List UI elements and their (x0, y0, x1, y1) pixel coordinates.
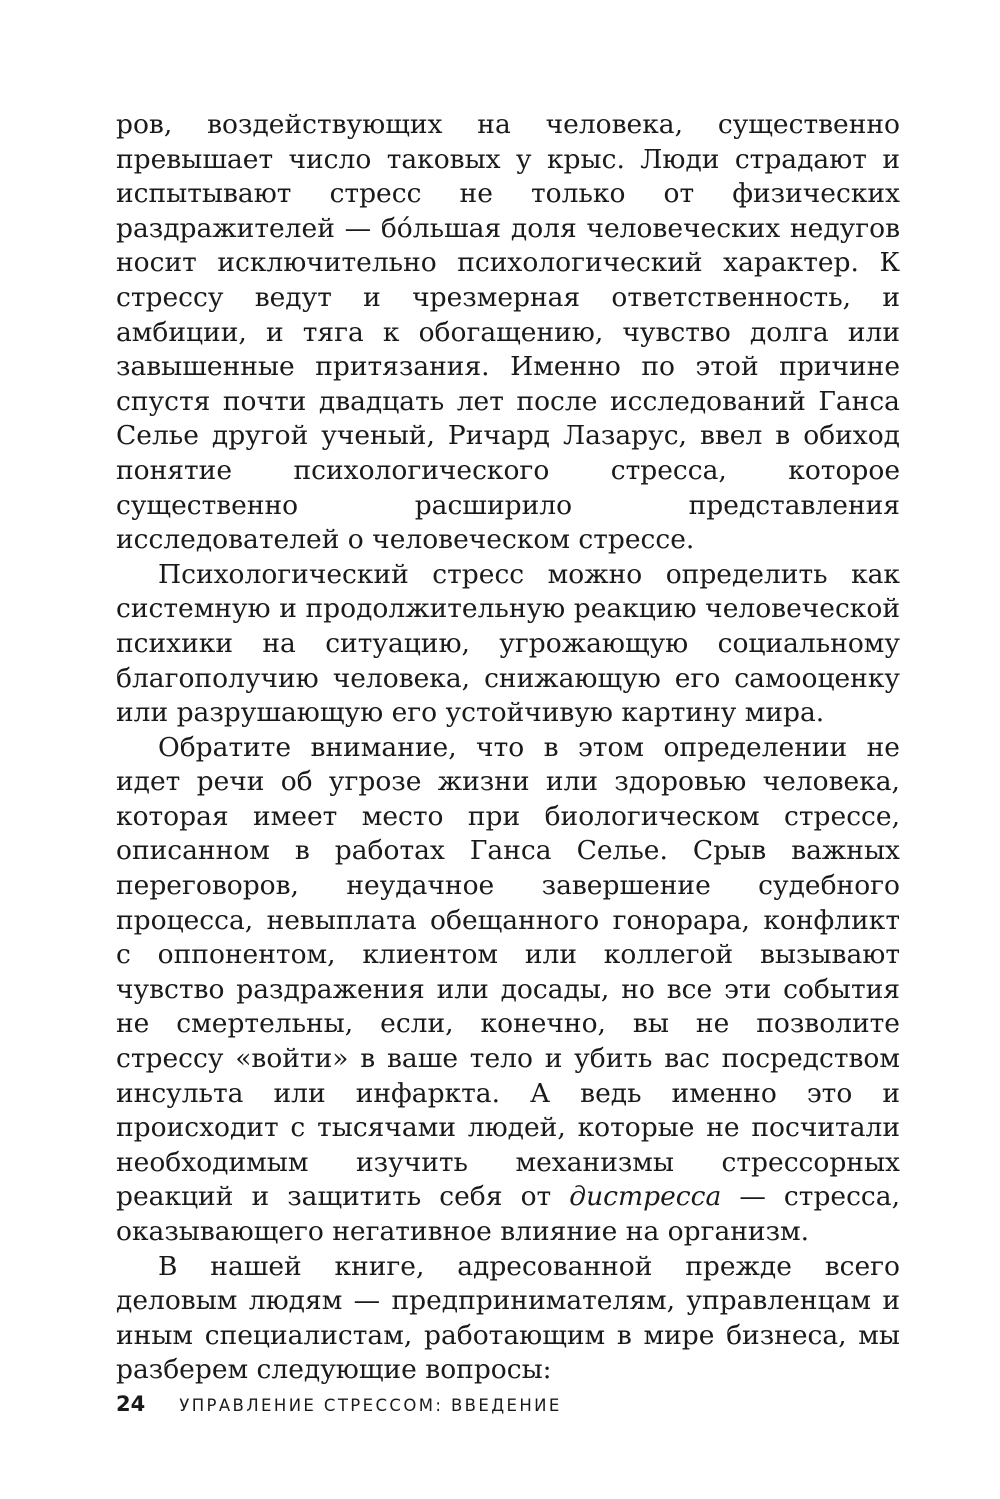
paragraph-book-questions: В нашей книге, адресованной прежде всего деловым людям — предпринимателям, управленцам и иным специалистам, работающим в мире бизнеса, мы разберем следующие вопросы: (116, 1250, 900, 1386)
page-number: 24 (116, 1392, 146, 1416)
paragraph-text-after-term: — стресса, оказывающего негативное влияние на организм. (116, 1181, 900, 1247)
page-body (116, 108, 900, 1388)
paragraph-continuation: ров, воздействующих на человека, существенно превышает число таковых у крыс. Люди страдают и испытывают стресс не только от физических раздражителей — бо́льшая доля человеческих недугов носит исключительно психологический характер. К стрессу ведут и чрезмерная ответственность, и амбиции, и тяга к обогащению, чувство долга или завышенные притязания. Именно по этой причине спустя почти двадцать лет после исследований Ганса Селье другой ученый, Ричард Лазарус, ввел в обиход понятие психологического стресса, которое существенно расширило представления исследователей о человеческом стрессе. (116, 109, 900, 556)
paragraph-definition: Психологический стресс можно определить как системную и продолжительную реакцию человеческой психики на ситуацию, угрожающую социальному благополучию человека, снижающую его самооценку или разрушающую его устойчивую картину мира. (116, 558, 900, 729)
page-footer (116, 1392, 562, 1416)
paragraph-text-before-term: Обратите внимание, что в этом определении не идет речи об угрозе жизни или здоровью человека, которая имеет место при биологическом стрессе, описанном в работах Ганса Селье. Срыв важных переговоров, неудачное завершение судебного процесса, невыплата обещанного гонорара, конфликт с оппонентом, клиентом или коллегой вызывают чувство раздражения или досады, но все эти события не смертельны, если, конечно, вы не позволите стрессу «войти» в ваше тело и убить вас посредством инсульта или инфаркта. А ведь именно это и происходит с тысячами людей, которые не посчитали необходимым изучить механизмы стрессорных реакций и защитить себя от (116, 731, 900, 1213)
italic-term-distress: дистресса (569, 1181, 722, 1213)
running-head: УПРАВЛЕНИЕ СТРЕССОМ: ВВЕДЕНИЕ (179, 1396, 562, 1415)
paragraph-biological-stress (116, 731, 900, 1250)
